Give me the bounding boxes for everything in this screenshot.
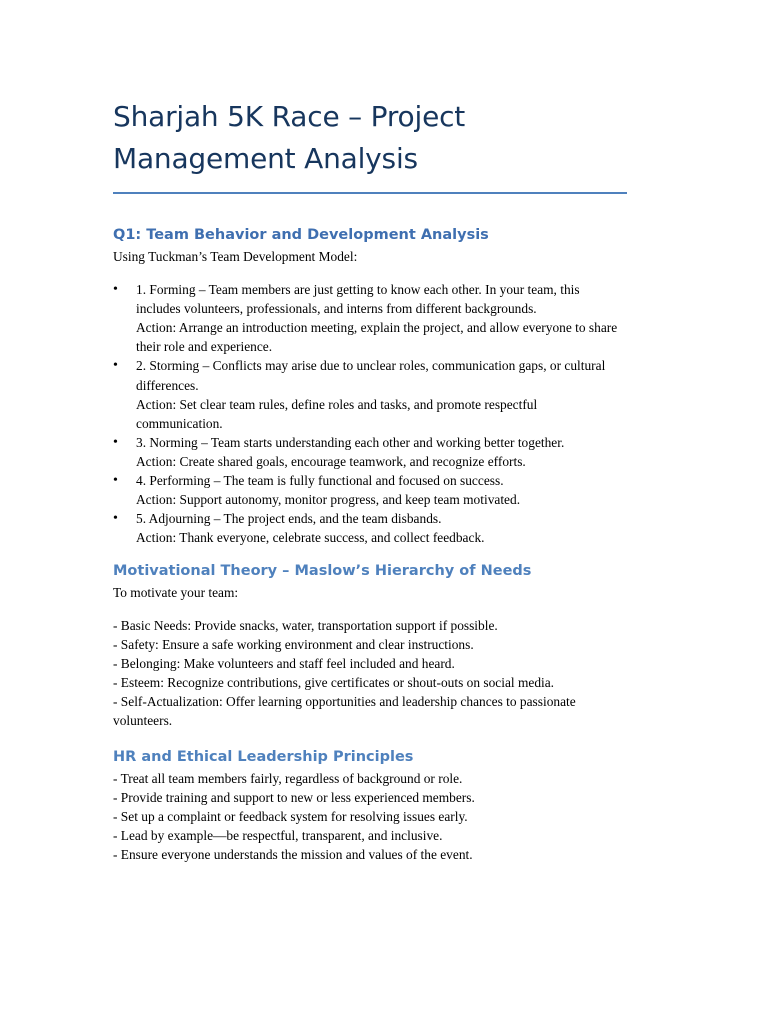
stage-action: Action: Support autonomy, monitor progress, and keep team motivated.	[136, 492, 521, 508]
document-page	[113, 96, 627, 865]
motivation-section	[113, 561, 627, 730]
tuckman-stages-list	[113, 280, 627, 547]
stage-action: Action: Arrange an introduction meeting, explain the project, and allow everyone to share their role and experience.	[136, 320, 618, 355]
title-underline	[113, 192, 627, 194]
stage-description: 3. Norming – Team starts understanding each other and working better together.	[136, 434, 565, 450]
stage-item	[113, 433, 627, 471]
list-item: - Lead by example—be respectful, transparent, and inclusive.	[113, 828, 443, 844]
list-item: - Provide training and support to new or less experienced members.	[113, 790, 475, 806]
q1-heading: Q1: Team Behavior and Development Analysis	[113, 227, 489, 243]
bullet-icon: •	[113, 358, 118, 374]
list-item: - Esteem: Recognize contributions, give certificates or shout-outs on social media.	[113, 674, 555, 690]
hr-principles-list	[113, 769, 627, 864]
bullet-icon: •	[113, 511, 118, 527]
list-item: - Belonging: Make volunteers and staff feel included and heard.	[113, 655, 455, 671]
list-item: - Set up a complaint or feedback system for resolving issues early.	[113, 809, 468, 825]
maslow-needs-list	[113, 616, 627, 731]
hr-section	[113, 747, 627, 864]
stage-description: 5. Adjourning – The project ends, and the team disbands.	[136, 511, 442, 527]
bullet-icon: •	[113, 473, 118, 489]
stage-description: 4. Performing – The team is fully functional and focused on success.	[136, 473, 504, 489]
stage-description: 2. Storming – Conflicts may arise due to unclear roles, communication gaps, or cultural differences.	[136, 358, 606, 393]
hr-heading: HR and Ethical Leadership Principles	[113, 749, 414, 766]
list-item: - Safety: Ensure a safe working environment and clear instructions.	[113, 636, 474, 652]
stage-description: 1. Forming – Team members are just getting to know each other. In your team, this includes volunteers, professionals, and interns from different backgrounds.	[136, 282, 580, 317]
stage-item	[113, 280, 627, 356]
stage-item	[113, 356, 627, 432]
stage-action: Action: Set clear team rules, define roles and tasks, and promote respectful communication.	[136, 396, 538, 431]
list-item: - Ensure everyone understands the mission and values of the event.	[113, 847, 473, 863]
list-item: - Self-Actualization: Offer learning opportunities and leadership chances to passionate volunteers.	[113, 693, 576, 728]
q1-intro: Using Tuckman’s Team Development Model:	[113, 249, 358, 264]
stage-item	[113, 509, 627, 547]
bullet-icon: •	[113, 434, 118, 450]
stage-item	[113, 471, 627, 509]
list-item: - Basic Needs: Provide snacks, water, transportation support if possible.	[113, 617, 498, 633]
stage-action: Action: Thank everyone, celebrate success, and collect feedback.	[136, 530, 485, 546]
q1-section	[113, 225, 627, 547]
motivation-heading: Motivational Theory – Maslow’s Hierarchy of Needs	[113, 563, 532, 580]
bullet-icon: •	[113, 282, 118, 298]
stage-action: Action: Create shared goals, encourage teamwork, and recognize efforts.	[136, 453, 526, 469]
document-title: Sharjah 5K Race – Project Management Analysis	[113, 100, 466, 175]
list-item: - Treat all team members fairly, regardless of background or role.	[113, 771, 463, 787]
motivation-intro: To motivate your team:	[113, 585, 239, 601]
